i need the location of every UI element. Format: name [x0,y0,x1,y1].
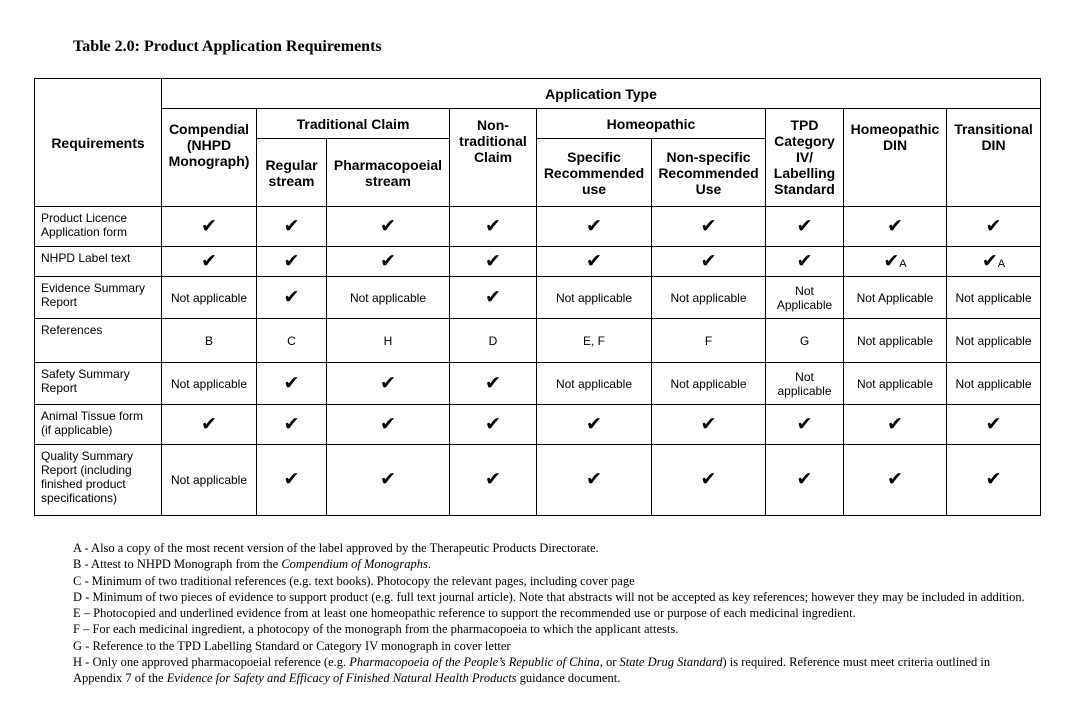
footnote-text: C - Minimum of two traditional references (e.g. text books). Photocopy the relevant pages, including cover page [73,573,635,588]
footnote-italic-text: Compendium of Monographs [281,557,428,572]
table-cell: Not applicable [162,363,257,405]
checkmark-icon: ✔ [380,250,396,272]
table-cell-tick [450,247,537,277]
footnote-text: E – Photocopied and underlined evidence from at least one homeopathic reference to support the recommended use or purpose of each medicinal ingredient. [73,606,856,621]
footnote-text: guidance document. [516,671,621,686]
footnote [73,654,1033,687]
checkmark-icon: ✔ [796,413,813,435]
table-cell-tick [327,363,450,405]
checkmark-icon: ✔ [380,413,396,435]
table-cell: Not applicable [947,277,1041,319]
checkmark-icon: ✔ [380,469,396,490]
table-cell-tick [257,247,327,277]
requirements-table [34,78,1041,516]
table-cell-tick [327,207,450,247]
table-row [35,319,1041,363]
table-cell: E, F [537,319,652,363]
checkmark-icon: ✔ [887,413,903,435]
header-traditional-claim: Traditional Claim [257,109,450,139]
table-cell-tick [766,247,844,277]
table-cell-tick [766,207,844,247]
row-label: Safety Summary Report [35,363,162,405]
table-row [35,405,1041,445]
checkmark-icon: ✔ [586,215,602,237]
header-homeopathic-din: Homeopathic DIN [844,109,947,207]
checkmark-icon: ✔ [700,469,717,490]
table-cell-tick [844,247,947,277]
checkmark-icon: ✔ [981,250,998,272]
checkmark-icon: ✔ [485,215,501,237]
footnote-text: . [427,557,431,572]
table-cell-tick [162,247,257,277]
table-cell: Not Applicable [766,277,844,319]
row-label: Evidence Summary Report [35,277,162,319]
checkmark-icon: ✔ [380,372,396,394]
row-label: NHPD Label text [35,247,162,277]
table-row [35,247,1041,277]
table-cell: Not Applicable [844,277,947,319]
footnote [73,556,1033,572]
table-row [35,363,1041,405]
table-cell: Not applicable [652,277,766,319]
checkmark-icon: ✔ [796,250,813,272]
table-cell-tick [844,445,947,516]
table-cell-tick [652,247,766,277]
checkmark-icon: ✔ [796,469,813,490]
header-tpd: TPD Category IV/ Labelling Standard [766,109,844,207]
table-cell: D [450,319,537,363]
checkmark-icon: ✔ [796,215,813,237]
table-cell-tick [947,405,1041,445]
footnote-text: G - Reference to the TPD Labelling Standard or Category IV monograph in cover letter [73,638,511,653]
footnote-text: ) is required. Reference must meet criteria outlined in Appendix 7 of the [73,655,991,686]
header-pharmacopoeial-stream: Pharmacopoeial stream [327,139,450,207]
table-cell-tick [257,445,327,516]
checkmark-icon: ✔ [985,469,1002,490]
checkmark-icon: ✔ [283,215,300,237]
table-cell: G [766,319,844,363]
table-cell-tick [766,445,844,516]
checkmark-icon: ✔ [485,250,501,272]
row-label: Quality Summary Report (including finished product specifications) [35,445,162,516]
table-cell: Not applicable [652,363,766,405]
table-cell-tick [450,363,537,405]
footnote [73,638,1033,654]
checkmark-icon: ✔ [883,250,900,272]
checkmark-icon: ✔ [887,469,903,490]
table-cell: F [652,319,766,363]
table-cell-tick [652,445,766,516]
table-cell-tick [537,247,652,277]
footnote-marker: A [997,257,1006,270]
checkmark-icon: ✔ [485,372,501,394]
checkmark-icon: ✔ [700,413,717,435]
table-cell-tick [257,405,327,445]
table-cell-tick [327,247,450,277]
table-cell-tick [947,445,1041,516]
table-cell-tick [450,277,537,319]
table-cell-tick [844,405,947,445]
checkmark-icon: ✔ [201,215,217,237]
header-application-type: Application Type [162,79,1041,109]
table-cell-tick [766,405,844,445]
footnote [73,573,1033,589]
table-row [35,277,1041,319]
header-transitional-din: Transitional DIN [947,109,1041,207]
checkmark-icon: ✔ [700,250,717,272]
header-compendial: Compendial (NHPD Monograph) [162,109,257,207]
checkmark-icon: ✔ [283,286,300,308]
footnote-marker: A [899,257,907,270]
table-row [35,445,1041,516]
row-label: Animal Tissue form (if applicable) [35,405,162,445]
checkmark-icon: ✔ [586,469,602,490]
footnote-italic-text: State Drug Standard [619,655,723,670]
footnote [73,589,1033,605]
checkmark-icon: ✔ [283,372,300,394]
table-cell-tick [327,445,450,516]
row-label: Product Licence Application form [35,207,162,247]
table-cell: Not applicable [162,445,257,516]
table-cell-tick [257,277,327,319]
footnote-text: F – For each medicinal ingredient, a photocopy of the monograph from the pharmacopoeia to which the applicant attests. [73,622,679,637]
table-cell: Not applicable [537,363,652,405]
table-cell-tick [537,207,652,247]
footnote-text: , or [599,655,620,670]
table-cell-tick [537,445,652,516]
checkmark-icon: ✔ [201,250,217,272]
table-cell-tick [257,363,327,405]
header-regular-stream: Regular stream [257,139,327,207]
header-non-traditional: Non-traditional Claim [450,109,537,207]
footnote-text: B - Attest to NHPD Monograph from the [73,557,282,572]
header-specific-use: Specific Recommended use [537,139,652,207]
footnotes [73,540,1033,687]
table-cell: B [162,319,257,363]
checkmark-icon: ✔ [485,469,501,490]
checkmark-icon: ✔ [985,413,1002,435]
table-row [35,207,1041,247]
table-cell-tick [450,405,537,445]
table-cell: H [327,319,450,363]
row-label: References [35,319,162,363]
table-cell-tick [327,405,450,445]
table-cell-tick [162,405,257,445]
checkmark-icon: ✔ [700,215,717,237]
checkmark-icon: ✔ [985,215,1002,237]
footnote-text: A - Also a copy of the most recent version of the label approved by the Therapeutic Products Directorate. [73,541,599,555]
table-cell: Not applicable [844,363,947,405]
table-body [35,207,1041,516]
checkmark-icon: ✔ [586,250,602,272]
table-cell-tick [257,207,327,247]
footnote-text: H - Only one approved pharmacopoeial reference (e.g. [73,655,350,670]
table-cell: Not applicable [947,319,1041,363]
footnote-text: D - Minimum of two pieces of evidence to support product (e.g. full text journal article). Note that abstracts will not be accepted as key references; however they may be included in addition. [73,589,1025,604]
checkmark-icon: ✔ [201,413,217,435]
table-cell: Not applicable [844,319,947,363]
table-cell-tick [947,247,1041,277]
checkmark-icon: ✔ [380,215,396,237]
footnote [73,540,1033,556]
checkmark-icon: ✔ [887,215,903,237]
table-cell: Not applicable [947,363,1041,405]
checkmark-icon: ✔ [485,286,501,308]
table-cell: Not applicable [327,277,450,319]
table-cell-tick [450,445,537,516]
table-cell-tick [537,405,652,445]
table-cell: Not applicable [766,363,844,405]
checkmark-icon: ✔ [586,413,602,435]
footnote [73,621,1033,637]
table-cell-tick [844,207,947,247]
table-cell-tick [652,405,766,445]
header-homeopathic: Homeopathic [537,109,766,139]
footnote-italic-text: Pharmacopoeia of the People’s Republic of China [349,655,600,670]
header-requirements: Requirements [35,79,162,207]
header-nonspecific-use: Non-specific Recommended Use [652,139,766,207]
table-cell-tick [450,207,537,247]
table-cell: Not applicable [162,277,257,319]
checkmark-icon: ✔ [283,413,300,435]
footnote [73,605,1033,621]
table-cell-tick [652,207,766,247]
table-cell: Not applicable [537,277,652,319]
table-cell-tick [947,207,1041,247]
table-cell: C [257,319,327,363]
table-cell-tick [162,207,257,247]
footnote-italic-text: Evidence for Safety and Efficacy of Finished Natural Health Products [166,671,517,686]
checkmark-icon: ✔ [283,250,300,272]
checkmark-icon: ✔ [283,469,300,490]
table-title: Table 2.0: Product Application Requirements [73,38,382,55]
checkmark-icon: ✔ [485,413,501,435]
